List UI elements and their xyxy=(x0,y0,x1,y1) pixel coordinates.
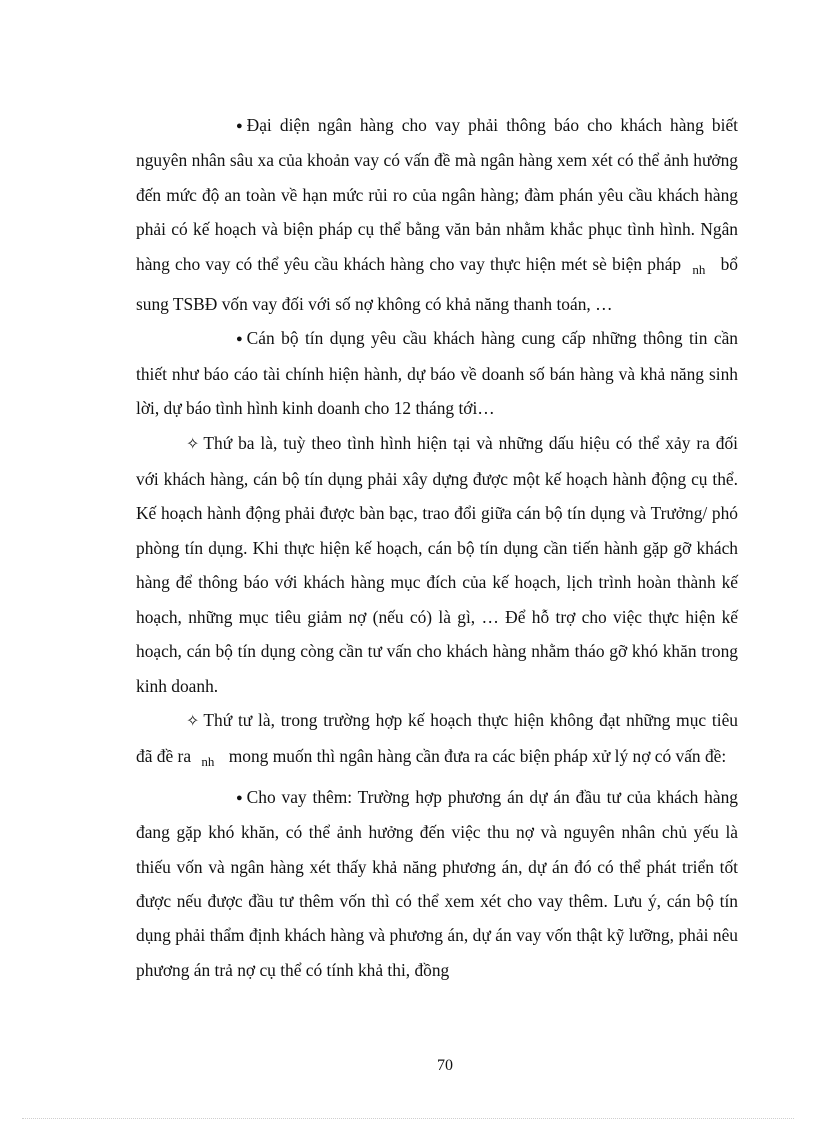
paragraph-text: Thứ tư là, trong trường hợp kế hoạch thực hiện không đạt những mục tiêu đã đề ra xyxy=(136,709,738,767)
paragraph-text-continued: mong muốn thì ngân hàng cần đưa ra các biện pháp xử lý nợ có vấn đề: xyxy=(228,746,727,767)
bullet-icon: ● xyxy=(236,333,243,346)
nh-mark: nh xyxy=(692,261,706,277)
paragraph-credit-officer-request xyxy=(136,321,738,425)
diamond-icon: ✧ xyxy=(186,712,200,730)
paragraph-text: Cho vay thêm: Trường hợp phương án dự án đầu tư của khách hàng đang gặp khó khăn, có thể ảnh hưởng đến việc thu nợ và nguyên nhân chủ yếu là thiếu vốn và ngân hàng xét thấy khả năng phương án, dự án đó có thể phát triển tốt được nếu được đầu tư thêm vốn thì có thể xem xét cho vay thêm. Lưu ý, cán bộ tín dụng phải thẩm định khách hàng và phương án, dự án vay vốn thật kỹ lưỡng, phải nêu phương án trả nợ cụ thể có tính khả thi, đồng xyxy=(136,786,738,980)
paragraph-additional-lending xyxy=(136,780,738,987)
bullet-icon: ● xyxy=(236,791,243,804)
diamond-icon: ✧ xyxy=(186,435,200,453)
footer-divider xyxy=(22,1118,794,1119)
paragraph-text: Cán bộ tín dụng yêu cầu khách hàng cung cấp những thông tin cần thiết như báo cáo tài chính hiện hành, dự báo về doanh số bán hàng và khả năng sinh lời, dự báo tình hình kinh doanh cho 12 tháng tới… xyxy=(136,328,738,419)
paragraph-text-continued: bổ sung TSBĐ vốn vay đối với số nợ không có khả năng thanh toán, … xyxy=(136,253,738,315)
page-body xyxy=(136,108,738,987)
bullet-icon: ● xyxy=(236,120,243,132)
paragraph-text: Thứ ba là, tuỳ theo tình hình hiện tại và những dấu hiệu có thể xảy ra đối với khách hàng, cán bộ tín dụng phải xây dựng được một kế hoạch hành động cụ thể. Kế hoạch hành động phải được bàn bạc, trao đổi giữa cán bộ tín dụng và Trưởng/ phó phòng tín dụng. Khi thực hiện kế hoạch, cán bộ tín dụng cần tiến hành gặp gỡ khách hàng để thông báo với khách hàng mục đích của kế hoạch, lịch trình hoàn thành kế hoạch, những mục tiêu giảm nợ (nếu có) là gì, … Để hỗ trợ cho việc thực hiện kế hoạch, cán bộ tín dụng còng cần tư vấn cho khách hàng nhằm tháo gỡ khó khăn trong kinh doanh. xyxy=(136,432,738,696)
page-number: 70 xyxy=(437,1057,453,1074)
paragraph-bank-notice xyxy=(136,108,738,321)
paragraph-text: Đại diện ngân hàng cho vay phải thông báo cho khách hàng biết nguyên nhân sâu xa của khoản vay có vấn đề mà ngân hàng xem xét có thể ảnh hưởng đến mức độ an toàn về hạn mức rủi ro của ngân hàng; đàm phán yêu cầu khách hàng phải có kế hoạch và biện pháp cụ thể bằng văn bản nhằm khắc phục tình hình. Ngân hàng cho vay có thể yêu cầu khách hàng cho vay thực hiện mét sè biện pháp xyxy=(136,115,738,274)
paragraph-fourth-step xyxy=(136,703,738,780)
nh-mark: nh xyxy=(201,754,215,770)
paragraph-third-step xyxy=(136,426,738,703)
